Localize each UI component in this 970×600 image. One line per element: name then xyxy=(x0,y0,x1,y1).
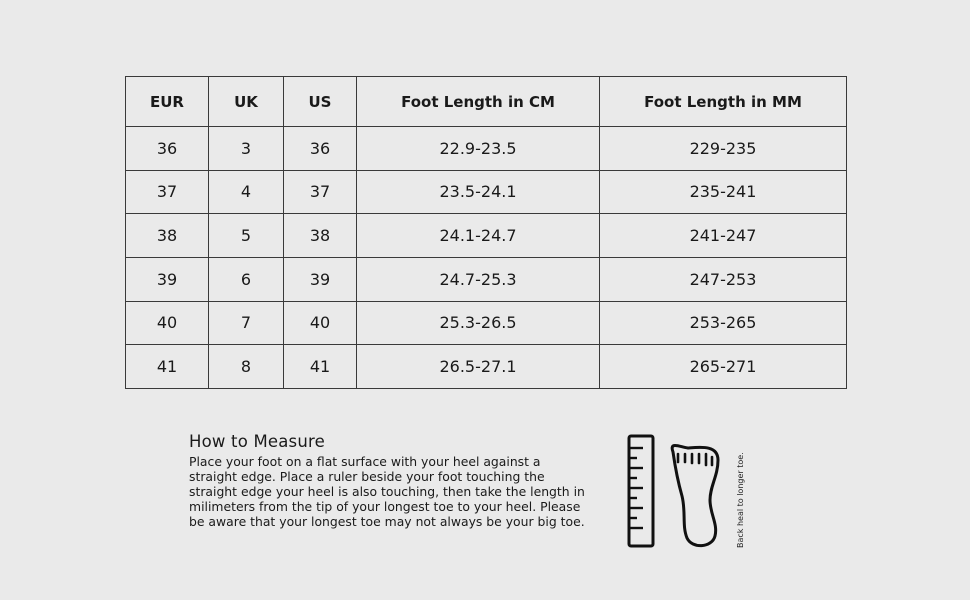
toe-marks xyxy=(678,454,712,465)
cell-uk: 5 xyxy=(209,214,284,258)
cell-foot-length-mm: 229-235 xyxy=(600,127,847,171)
cell-foot-length-mm: 265-271 xyxy=(600,345,847,389)
column-header-eur: EUR xyxy=(126,77,209,127)
cell-eur: 39 xyxy=(126,257,209,301)
table-row xyxy=(126,214,847,258)
size-chart-table xyxy=(125,76,847,389)
measure-caption: Back heal to longer toe. xyxy=(736,452,745,548)
ruler-icon xyxy=(629,436,653,546)
cell-uk: 3 xyxy=(209,127,284,171)
table-row xyxy=(126,345,847,389)
cell-eur: 40 xyxy=(126,301,209,345)
column-header-foot-length-mm: Foot Length in MM xyxy=(600,77,847,127)
table-header-row xyxy=(126,77,847,127)
column-header-us: US xyxy=(284,77,357,127)
cell-uk: 8 xyxy=(209,345,284,389)
cell-us: 41 xyxy=(284,345,357,389)
table-row xyxy=(126,170,847,214)
cell-eur: 37 xyxy=(126,170,209,214)
table-row xyxy=(126,127,847,171)
cell-eur: 38 xyxy=(126,214,209,258)
how-to-measure-section xyxy=(189,432,589,529)
cell-foot-length-cm: 24.7-25.3 xyxy=(357,257,600,301)
cell-foot-length-cm: 24.1-24.7 xyxy=(357,214,600,258)
cell-uk: 6 xyxy=(209,257,284,301)
cell-foot-length-mm: 253-265 xyxy=(600,301,847,345)
cell-foot-length-cm: 22.9-23.5 xyxy=(357,127,600,171)
cell-foot-length-mm: 235-241 xyxy=(600,170,847,214)
table-row xyxy=(126,301,847,345)
cell-us: 39 xyxy=(284,257,357,301)
cell-us: 40 xyxy=(284,301,357,345)
cell-uk: 7 xyxy=(209,301,284,345)
cell-uk: 4 xyxy=(209,170,284,214)
table-row xyxy=(126,257,847,301)
cell-us: 36 xyxy=(284,127,357,171)
column-header-uk: UK xyxy=(209,77,284,127)
cell-eur: 36 xyxy=(126,127,209,171)
cell-eur: 41 xyxy=(126,345,209,389)
how-to-measure-instructions: Place your foot on a flat surface with your heel against a straight edge. Place a ruler beside your foot touching the straight edge your heel is also touching, then take the length in milimeters from the tip of your longest toe to your heel. Please be aware that your longest toe may not always be your big toe. xyxy=(189,454,585,529)
cell-foot-length-cm: 25.3-26.5 xyxy=(357,301,600,345)
measure-illustration xyxy=(622,432,752,552)
cell-us: 37 xyxy=(284,170,357,214)
cell-foot-length-mm: 241-247 xyxy=(600,214,847,258)
cell-foot-length-cm: 23.5-24.1 xyxy=(357,170,600,214)
cell-foot-length-mm: 247-253 xyxy=(600,257,847,301)
cell-us: 38 xyxy=(284,214,357,258)
how-to-measure-title: How to Measure xyxy=(189,432,325,451)
cell-foot-length-cm: 26.5-27.1 xyxy=(357,345,600,389)
column-header-foot-length-cm: Foot Length in CM xyxy=(357,77,600,127)
